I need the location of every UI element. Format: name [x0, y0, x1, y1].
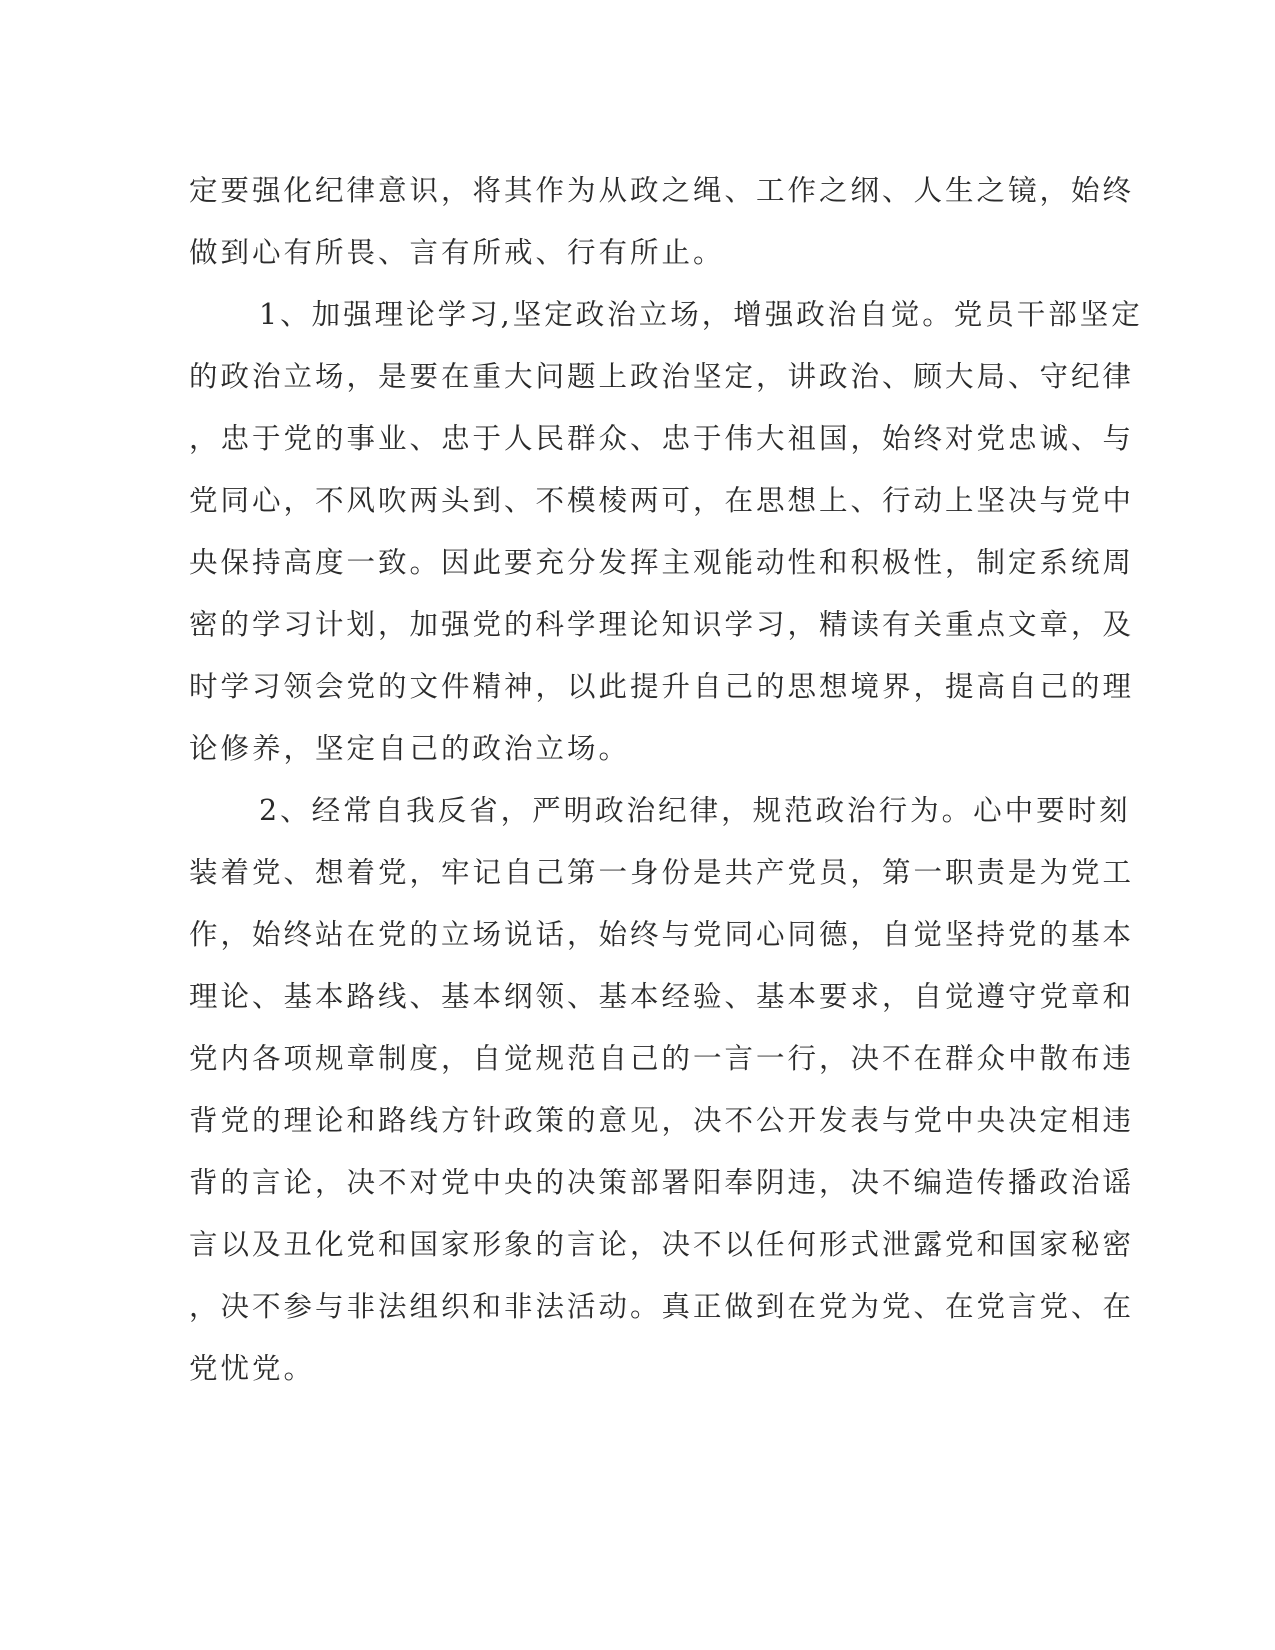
text-line: 时学习领会党的文件精神，以此提升自己的思想境界，提高自己的理: [189, 670, 1135, 703]
text-line: 言以及丑化党和国家形象的言论，决不以任何形式泄露党和国家秘密: [189, 1228, 1135, 1261]
text-line: 2、经常自我反省，严明政治纪律，规范政治行为。心中要时刻: [259, 794, 1131, 827]
text-line: 论修养，坚定自己的政治立场。: [189, 732, 631, 765]
text-line: 密的学习计划，加强党的科学理论知识学习，精读有关重点文章，及: [189, 608, 1135, 641]
paragraph-item-2: [189, 780, 1135, 1400]
text-line: 1、加强理论学习,坚定政治立场，增强政治自觉。党员干部坚定: [259, 298, 1143, 331]
text-line: ，决不参与非法组织和非法活动。真正做到在党为党、在党言党、在: [189, 1290, 1135, 1323]
text-line: 背党的理论和路线方针政策的意见，决不公开发表与党中央决定相违: [189, 1104, 1135, 1137]
text-line: 作，始终站在党的立场说话，始终与党同心同德，自觉坚持党的基本: [189, 918, 1135, 951]
paragraph-item-1: [189, 284, 1143, 780]
text-line: 装着党、想着党，牢记自己第一身份是共产党员，第一职责是为党工: [189, 856, 1135, 889]
text-line: 党忧党。: [189, 1352, 316, 1385]
text-line: 理论、基本路线、基本纲领、基本经验、基本要求，自觉遵守党章和: [189, 980, 1135, 1013]
text-line: 做到心有所畏、言有所戒、行有所止。: [189, 236, 725, 269]
text-line: 党内各项规章制度，自觉规范自己的一言一行，决不在群众中散布违: [189, 1042, 1135, 1075]
text-line: 背的言论，决不对党中央的决策部署阳奉阴违，决不编造传播政治谣: [189, 1166, 1135, 1199]
text-line: 定要强化纪律意识，将其作为从政之绳、工作之纲、人生之镜，始终: [189, 174, 1135, 207]
document-body: [189, 160, 1143, 1400]
text-line: 党同心，不风吹两头到、不模棱两可，在思想上、行动上坚决与党中: [189, 484, 1135, 517]
text-line: 央保持高度一致。因此要充分发挥主观能动性和积极性，制定系统周: [189, 546, 1135, 579]
text-line: ，忠于党的事业、忠于人民群众、忠于伟大祖国，始终对党忠诚、与: [189, 422, 1135, 455]
text-line: 的政治立场，是要在重大问题上政治坚定，讲政治、顾大局、守纪律: [189, 360, 1135, 393]
paragraph-continuation: [189, 160, 1135, 284]
